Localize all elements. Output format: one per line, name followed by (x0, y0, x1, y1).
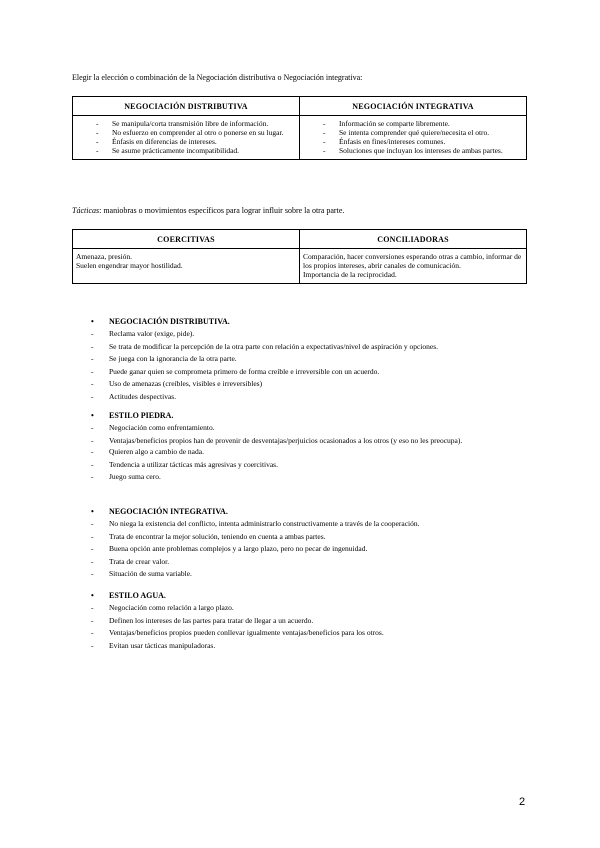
list-item: - Se trata de modificar la percepción de la otra parte con relación a expectativas/nivel de aspiración y opciones. (91, 341, 438, 354)
section-title: • NEGOCIACIÓN INTEGRATIVA. (91, 506, 420, 518)
tacticas-text: : maniobras o movimientos específicos para lograr influir sobre la otra parte. (99, 206, 345, 215)
list-item: - Ventajas/beneficios propios pueden conllevar igualmente ventajas/beneficios para los otros. (91, 627, 384, 640)
list-item: - Se juega con la ignorancia de la otra parte. (91, 353, 438, 366)
list-item: - Actitudes despectivas. (91, 391, 438, 404)
list-item: - Trata de crear valor. (91, 556, 420, 569)
table2-right-cell (300, 249, 527, 284)
table2-header-coercitivas: COERCITIVAS (73, 230, 300, 249)
section-title: • ESTILO AGUA. (91, 590, 384, 602)
section-title: • NEGOCIACIÓN DISTRIBUTIVA. (91, 316, 438, 328)
section-estilo-piedra (91, 410, 519, 484)
table1-left-item: - Se asume prácticamente incompatibilidad. (76, 146, 296, 155)
list-item: - Evitan usar tácticas manipuladoras. (91, 640, 384, 653)
tacticas-label: Tácticas (72, 206, 100, 215)
list-item: - Quieren algo a cambio de nada. (91, 446, 519, 459)
intro-text: Elegir la elección o combinación de la Negociación distributiva o Negociación integrativa: (72, 73, 363, 82)
negotiation-types-table (72, 96, 527, 160)
list-item: - No niega la existencia del conflicto, intenta administrarlo constructivamente a través de la cooperación. (91, 518, 420, 531)
list-item: - Buena opción ante problemas complejos y a largo plazo, pero no pecar de ingenuidad. (91, 543, 420, 556)
tactics-table (72, 229, 527, 284)
list-item: - Definen los intereses de las partes para tratar de llegar a un acuerdo. (91, 615, 384, 628)
list-item: - Trata de encontrar la mejor solución, teniendo en cuenta a ambas partes. (91, 531, 420, 544)
table2-left-line: Amenaza, presión. (76, 252, 133, 261)
list-item: - Uso de amenazas (creíbles, visibles e irreversibles) (91, 378, 438, 391)
section-negociacion-distributiva (91, 316, 438, 404)
table2-left-cell (73, 249, 300, 284)
section-estilo-agua (91, 590, 384, 652)
table1-left-cell (73, 116, 300, 160)
section-title: • ESTILO PIEDRA. (91, 410, 519, 422)
page-number: 2 (519, 796, 526, 808)
table1-right-item: - Soluciones que incluyan los intereses de ambas partes. (303, 146, 523, 155)
table1-right-item: - Información se comparte libremente. (303, 119, 523, 128)
list-item: - Tendencia a utilizar tácticas más agresivas y coercitivas. (91, 459, 519, 472)
list-item: - Reclama valor (exige, pide). (91, 328, 438, 341)
tacticas-definition (72, 206, 344, 215)
table1-right-cell (300, 116, 527, 160)
list-item: - Negociación como enfrentamiento. (91, 422, 519, 435)
table1-header-distributiva: NEGOCIACIÓN DISTRIBUTIVA (73, 97, 300, 116)
table1-right-item: - Énfasis en fines/intereses comunes. (303, 137, 523, 146)
list-item: - Situación de suma variable. (91, 568, 420, 581)
list-item: - Negociación como relación a largo plazo. (91, 602, 384, 615)
list-item: - Juego suma cero. (91, 471, 519, 484)
table1-left-item: - Se manipula/corta transmisión libre de información. (76, 119, 296, 128)
table1-right-item: - Se intenta comprender qué quiere/necesita el otro. (303, 128, 523, 137)
table1-left-item: - Énfasis en diferencias de intereses. (76, 137, 296, 146)
table2-right-line: Comparación, hacer conversiones esperando otras a cambio, informar de los propios intereses, abrir canales de comunicación. (303, 252, 522, 270)
section-negociacion-integrativa (91, 506, 420, 581)
list-item: - Puede ganar quien se comprometa primero de forma creíble e irreversible con un acuerdo. (91, 366, 438, 379)
table1-left-item: - No esfuerzo en comprender al otro o ponerse en su lugar. (76, 128, 296, 137)
table2-header-conciliadoras: CONCILIADORAS (300, 230, 527, 249)
list-item: - Ventajas/beneficios propios han de provenir de desventajas/perjuicios ocasionados a los otros (y eso no les preocupa). (91, 435, 519, 447)
table2-right-line: Importancia de la reciprocidad. (303, 270, 397, 279)
table2-left-line: Suelen engendrar mayor hostilidad. (76, 261, 183, 270)
table1-header-integrativa: NEGOCIACIÓN INTEGRATIVA (300, 97, 527, 116)
